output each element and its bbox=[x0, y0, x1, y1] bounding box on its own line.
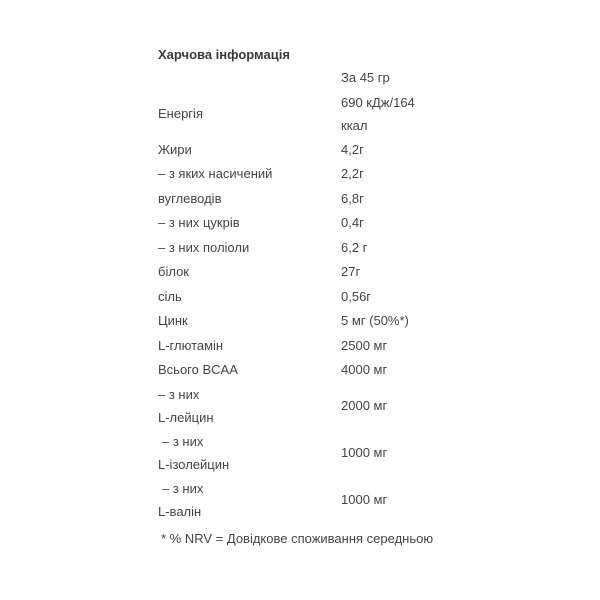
table-row bbox=[155, 91, 464, 138]
table-row bbox=[155, 162, 464, 187]
nutrient-value: 2000 мг bbox=[341, 397, 388, 413]
nutrient-value: 0,4г bbox=[341, 215, 364, 230]
nutrient-name: – з них поліоли bbox=[158, 239, 250, 255]
nutrient-value: 27г bbox=[341, 264, 361, 279]
table-row bbox=[155, 260, 464, 285]
table-row bbox=[155, 211, 464, 236]
nutrient-name: вуглеводів bbox=[158, 190, 222, 206]
nutrient-name: білок bbox=[158, 264, 189, 279]
nutrient-name-line: – з них bbox=[162, 433, 204, 449]
table-row bbox=[155, 358, 464, 383]
table-header-row bbox=[155, 66, 464, 91]
nutrient-name: Всього BCAA bbox=[158, 362, 238, 377]
nutrient-name-line: L-лейцин bbox=[158, 410, 214, 425]
nutrient-value: 1000 мг bbox=[341, 444, 388, 460]
nutrient-value bbox=[338, 91, 464, 138]
nutrient-name: Жири bbox=[158, 141, 192, 157]
nutrient-name-line: – з них bbox=[158, 386, 200, 402]
nutrient-name bbox=[155, 383, 338, 430]
nutrient-name-line: L-ізолейцин bbox=[158, 457, 230, 472]
page-title: Харчова інформація bbox=[158, 47, 290, 62]
table-row bbox=[155, 430, 464, 477]
nutrient-value: 0,56г bbox=[341, 288, 372, 304]
nutrient-value: 6,8г bbox=[341, 190, 364, 206]
nutrient-value: 2,2г bbox=[341, 166, 364, 181]
nutrient-name-line: Енергія bbox=[158, 106, 203, 122]
table-row bbox=[155, 236, 464, 261]
nutrient-value: 6,2 г bbox=[341, 239, 368, 255]
footnote: * % NRV = Довідкове споживання середньою bbox=[161, 531, 434, 546]
nutrient-name: L-глютамін bbox=[158, 337, 224, 353]
nutrient-name-line: – з них bbox=[162, 480, 204, 496]
nutrient-name: Цинк bbox=[158, 313, 188, 328]
nutrient-value: 5 мг (50%*) bbox=[341, 313, 409, 328]
nutrient-value: 4,2г bbox=[341, 141, 364, 157]
table-row bbox=[155, 138, 464, 163]
table-row bbox=[155, 285, 464, 310]
nutrient-name-line: L-валін bbox=[158, 504, 202, 519]
nutrition-table bbox=[155, 66, 464, 524]
table-row bbox=[155, 477, 464, 524]
nutrient-name: – з яких насичений bbox=[158, 166, 273, 181]
nutrient-value: 4000 мг bbox=[341, 362, 388, 377]
nutrient-name bbox=[155, 91, 338, 138]
nutrient-value-line: 690 кДж/164 bbox=[341, 94, 415, 110]
nutrient-name: – з них цукрів bbox=[158, 215, 240, 230]
table-row bbox=[155, 334, 464, 359]
table-row bbox=[155, 309, 464, 334]
table-row bbox=[155, 383, 464, 430]
nutrient-value: 1000 мг bbox=[341, 491, 388, 507]
table-row bbox=[155, 187, 464, 212]
nutrient-value-line: ккал bbox=[341, 118, 368, 133]
header-empty-cell bbox=[155, 66, 338, 91]
nutrient-name bbox=[155, 477, 338, 524]
nutrient-name: сіль bbox=[158, 288, 182, 304]
nutrient-name bbox=[155, 430, 338, 477]
nutrient-value: 2500 мг bbox=[341, 337, 388, 353]
header-value-cell: За 45 гр bbox=[341, 70, 390, 85]
